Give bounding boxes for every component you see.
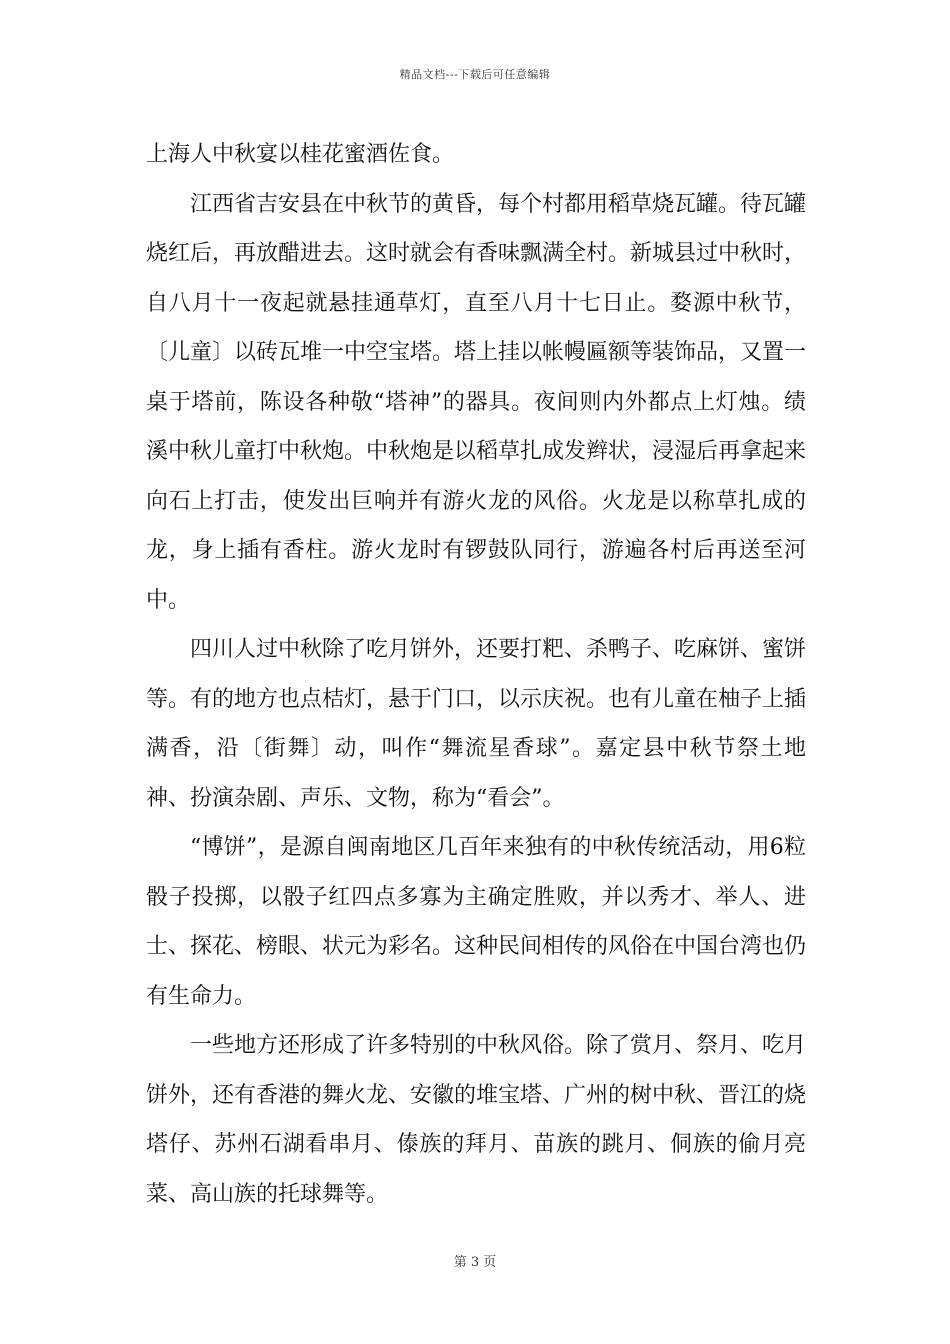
paragraph-3: 四川人过中秋除了吃月饼外，还要打粑、杀鸭子、吃麻饼、蜜饼等。有的地方也点桔灯，悬于门口，以示庆祝。也有儿童在柚子上插满香，沿〔街舞〕动，叫作“舞流星香球”。嘉定县中秋节祭土地神、扮演杂剧、声乐、文物，称为“看会”。 — [146, 637, 807, 811]
paragraph-2: 江西省吉安县在中秋节的黄昏，每个村都用稻草烧瓦罐。待瓦罐烧红后，再放醋进去。这时就会有香味飘满全村。新城县过中秋时，自八月十一夜起就悬挂通草灯，直至八月十七日止。婺源中秋节，〔儿童〕以砖瓦堆一中空宝塔。塔上挂以帐幔匾额等装饰品，又置一桌于塔前，陈设各种敬“塔神”的器具。夜间则内外都点上灯烛。绩溪中秋儿童打中秋炮。中秋炮是以稻草扎成发辫状，浸湿后再拿起来向石上打击，使发出巨响并有游火龙的风俗。火龙是以称草扎成的龙，身上插有香柱。游火龙时有锣鼓队同行，游遍各村后再送至河中。 — [146, 191, 807, 613]
paragraph-1: 上海人中秋宴以桂花蜜酒佐食。 — [146, 142, 455, 167]
page-header: 精品文档---下载后可任意编辑 — [399, 68, 551, 81]
page-number: 第 3 页 — [453, 1255, 497, 1270]
paragraph-4: “博饼”，是源自闽南地区几百年来独有的中秋传统活动，用6粒骰子投掷，以骰子红四点多寡为主确定胜败，并以秀才、举人、进士、探花、榜眼、状元为彩名。这种民间相传的风俗在中国台湾也仍有生命力。 — [146, 835, 807, 1009]
paragraph-5: 一些地方还形成了许多特别的中秋风俗。除了赏月、祭月、吃月饼外，还有香港的舞火龙、安徽的堆宝塔、广州的树中秋、晋江的烧塔仔、苏州石湖看串月、傣族的拜月、苗族的跳月、侗族的偷月亮菜、高山族的托球舞等。 — [146, 1033, 807, 1207]
document-body — [146, 130, 806, 1219]
